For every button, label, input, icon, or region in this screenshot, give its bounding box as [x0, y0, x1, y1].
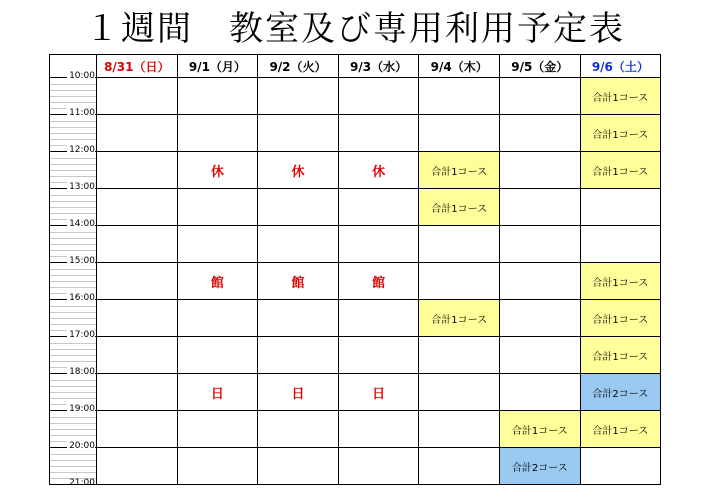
time-label: 16:00: [69, 293, 95, 303]
empty-cell: [177, 226, 258, 263]
empty-cell: [419, 448, 500, 485]
schedule-row: [50, 411, 661, 448]
day-header: 9/4（木）: [419, 55, 500, 78]
header-row: [50, 55, 661, 78]
schedule-row: [50, 226, 661, 263]
time-label: 11:00: [69, 108, 95, 118]
course-cell: 合計1コース: [419, 300, 500, 337]
course-cell: 合計1コース: [580, 78, 661, 115]
empty-cell: [258, 78, 339, 115]
schedule-row: [50, 152, 661, 189]
empty-cell: [338, 300, 419, 337]
empty-cell: [338, 226, 419, 263]
empty-cell: [177, 300, 258, 337]
empty-cell: [499, 115, 580, 152]
course-cell: 合計1コース: [419, 189, 500, 226]
time-label: 18:00: [69, 367, 95, 377]
closed-mark: 日: [258, 374, 339, 411]
empty-cell: [419, 226, 500, 263]
empty-cell: [258, 115, 339, 152]
day-header: 9/3（水）: [338, 55, 419, 78]
empty-cell: [177, 337, 258, 374]
empty-cell: [258, 337, 339, 374]
empty-cell: [258, 189, 339, 226]
empty-cell: [258, 300, 339, 337]
closed-mark: 館: [177, 263, 258, 300]
empty-cell: [338, 448, 419, 485]
empty-cell: [580, 448, 661, 485]
day-header: 9/5（金）: [499, 55, 580, 78]
empty-cell: [97, 115, 178, 152]
empty-cell: [97, 226, 178, 263]
empty-cell: [580, 189, 661, 226]
schedule-row: [50, 374, 661, 411]
time-label: 15:00: [69, 256, 95, 266]
time-label: 17:00: [69, 330, 95, 340]
time-label: 20:00: [69, 441, 95, 451]
course-cell: 合計2コース: [499, 448, 580, 485]
empty-cell: [499, 226, 580, 263]
empty-cell: [177, 78, 258, 115]
schedule-row: [50, 300, 661, 337]
empty-cell: [97, 448, 178, 485]
page-title: １週間 教室及び専用利用予定表: [85, 9, 625, 49]
course-cell: 合計1コース: [580, 300, 661, 337]
time-label: 14:00: [69, 219, 95, 229]
course-cell: 合計1コース: [580, 263, 661, 300]
empty-cell: [97, 189, 178, 226]
course-cell: 合計1コース: [580, 411, 661, 448]
empty-cell: [97, 152, 178, 189]
time-label: 10:00: [69, 71, 95, 81]
empty-cell: [419, 374, 500, 411]
course-cell: 合計1コース: [499, 411, 580, 448]
empty-cell: [177, 189, 258, 226]
schedule-row: [50, 189, 661, 226]
time-label: 13:00: [69, 182, 95, 192]
empty-cell: [97, 300, 178, 337]
empty-cell: [338, 78, 419, 115]
empty-cell: [338, 411, 419, 448]
empty-cell: [97, 374, 178, 411]
empty-cell: [419, 337, 500, 374]
schedule-row: [50, 78, 661, 115]
time-label: 21:00: [69, 478, 95, 488]
empty-cell: [419, 78, 500, 115]
empty-cell: [97, 337, 178, 374]
time-label: 19:00: [69, 404, 95, 414]
schedule-row: [50, 448, 661, 485]
course-cell: 合計1コース: [419, 152, 500, 189]
day-header: 9/6（土）: [580, 55, 661, 78]
closed-mark: 日: [177, 374, 258, 411]
empty-cell: [499, 337, 580, 374]
empty-cell: [419, 115, 500, 152]
empty-cell: [258, 226, 339, 263]
empty-cell: [258, 448, 339, 485]
day-header: 9/1（月）: [177, 55, 258, 78]
closed-mark: 休: [258, 152, 339, 189]
closed-mark: 日: [338, 374, 419, 411]
empty-cell: [499, 374, 580, 411]
course-cell: 合計1コース: [580, 337, 661, 374]
day-header: 9/2（火）: [258, 55, 339, 78]
closed-mark: 休: [338, 152, 419, 189]
empty-cell: [499, 263, 580, 300]
empty-cell: [258, 411, 339, 448]
closed-mark: 館: [338, 263, 419, 300]
closed-mark: 館: [258, 263, 339, 300]
empty-cell: [580, 226, 661, 263]
time-label: 12:00: [69, 145, 95, 155]
schedule-row: [50, 115, 661, 152]
empty-cell: [97, 78, 178, 115]
empty-cell: [338, 189, 419, 226]
empty-cell: [499, 189, 580, 226]
empty-cell: [177, 115, 258, 152]
empty-cell: [499, 300, 580, 337]
day-header: 8/31（日）: [97, 55, 178, 78]
empty-cell: [338, 115, 419, 152]
closed-mark: 休: [177, 152, 258, 189]
course-cell: 合計2コース: [580, 374, 661, 411]
course-cell: 合計1コース: [580, 152, 661, 189]
course-cell: 合計1コース: [580, 115, 661, 152]
schedule-table: [49, 54, 661, 485]
empty-cell: [499, 152, 580, 189]
empty-cell: [419, 411, 500, 448]
empty-cell: [338, 337, 419, 374]
empty-cell: [97, 263, 178, 300]
empty-cell: [97, 411, 178, 448]
empty-cell: [499, 78, 580, 115]
schedule-row: [50, 337, 661, 374]
empty-cell: [419, 263, 500, 300]
schedule-row: [50, 263, 661, 300]
empty-cell: [177, 448, 258, 485]
empty-cell: [177, 411, 258, 448]
